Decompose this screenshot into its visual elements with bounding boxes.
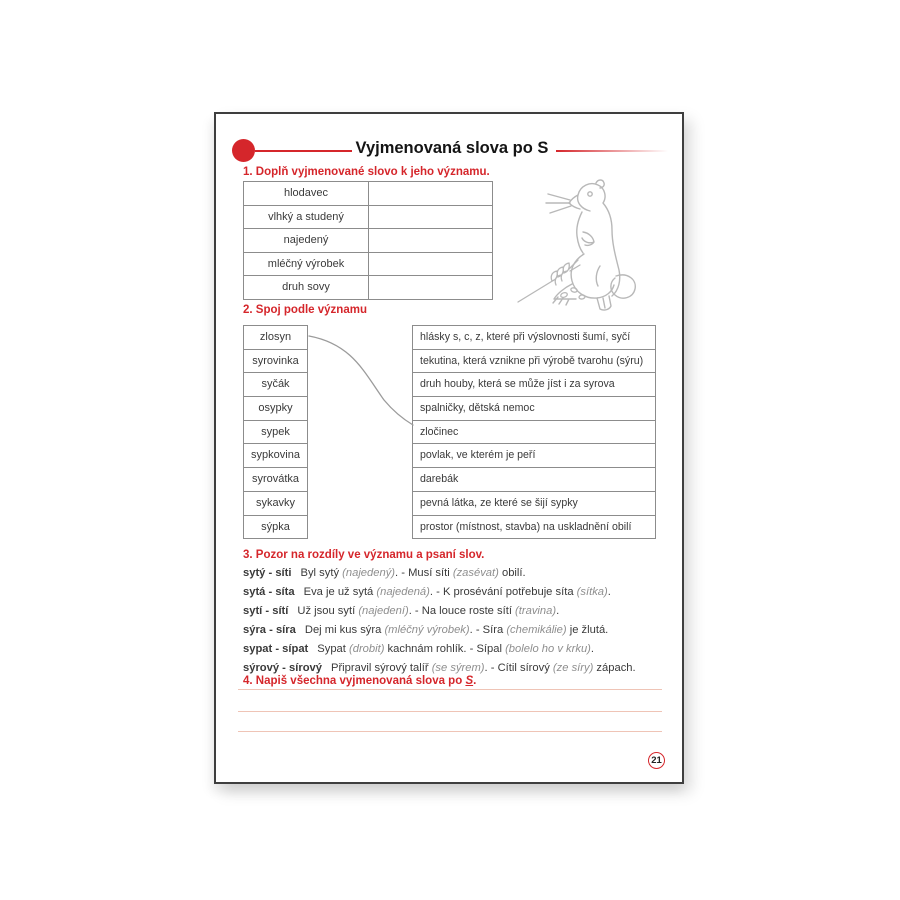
word-pair-line xyxy=(243,621,663,640)
match-definition-cell xyxy=(413,396,655,420)
sentence-text: . - K prosévání potřebuje síta xyxy=(429,586,577,599)
sysel-sketch xyxy=(546,180,635,310)
writing-line xyxy=(238,711,662,712)
match-word: sykavky xyxy=(255,496,296,509)
match-word: sypek xyxy=(261,425,290,438)
sentence xyxy=(305,624,608,636)
match-word: sypkovina xyxy=(251,449,300,462)
exercise3-section xyxy=(243,549,663,679)
match-definition: spalničky, dětská nemoc xyxy=(420,402,535,415)
clue-text: druh sovy xyxy=(282,281,330,294)
match-word-cell xyxy=(244,420,307,444)
match-word-cell xyxy=(244,396,307,420)
clue-text: vlhký a studený xyxy=(268,210,344,223)
sentence-text: Byl sytý xyxy=(300,567,343,579)
word-pair: sytý - síti xyxy=(243,567,292,579)
answer-cell-blank xyxy=(369,206,492,229)
sentence xyxy=(317,643,594,655)
sentence xyxy=(301,567,526,579)
gloss-italic: (ze síry) xyxy=(552,662,594,675)
word-pair-line xyxy=(243,583,663,602)
match-definition-cell xyxy=(413,372,655,396)
clue-cell xyxy=(244,182,369,205)
word-pair: sypat - sípat xyxy=(243,643,309,656)
eye-dot xyxy=(588,192,592,196)
sentence-text: je žlutá. xyxy=(566,624,609,637)
header-rule-right-fade xyxy=(556,150,668,152)
sysel-illustration xyxy=(512,170,670,316)
match-connector-line xyxy=(308,330,414,432)
gloss-italic: (najedený) xyxy=(342,567,396,579)
gloss-italic: (travina) xyxy=(515,605,557,618)
sentence-text: . - Na louce roste sítí xyxy=(408,605,516,618)
ex2-right-table xyxy=(412,325,656,539)
sentence-text: . - Síra xyxy=(469,624,507,637)
match-word: syrovátka xyxy=(251,473,300,486)
clue-text: mléčný výrobek xyxy=(267,257,345,270)
word-pair-line xyxy=(243,640,663,659)
match-word-cell xyxy=(244,349,307,373)
gloss-italic: (najedená) xyxy=(376,586,430,599)
exercise3-lines xyxy=(243,564,663,679)
sentence-text: Dej mi kus sýra xyxy=(304,624,385,637)
worksheet-page xyxy=(214,112,684,784)
grain-2 xyxy=(570,287,577,293)
match-word: syrovinka xyxy=(252,354,299,367)
sentence-text: . - Musí síti xyxy=(395,567,453,579)
sentence-text: kachnám rohlík. - Sípal xyxy=(384,643,506,656)
tail-line xyxy=(611,275,635,298)
word-pair: sýrový - sírový xyxy=(243,662,322,675)
clue-text: hlodavec xyxy=(283,187,329,199)
match-word-cell xyxy=(244,467,307,491)
match-word-cell xyxy=(244,515,307,539)
header-rule-left xyxy=(255,150,352,152)
exercise3-heading: 3. Pozor na rozdíly ve významu a psaní slov. xyxy=(243,549,485,561)
gloss-italic: (drobit) xyxy=(349,643,385,656)
exercise4-heading-text: 4. Napiš všechna vyjmenovaná slova po xyxy=(243,675,466,687)
word-pair-line xyxy=(243,602,663,621)
sentence-text: obilí. xyxy=(498,567,526,579)
match-definition: darebák xyxy=(420,473,459,486)
word-pair: sytá - síta xyxy=(243,586,295,599)
sentence xyxy=(297,605,559,617)
wheat-stem-line xyxy=(518,280,554,302)
definition-row xyxy=(244,205,492,229)
definition-row xyxy=(244,275,492,299)
answer-cell-blank xyxy=(369,182,492,205)
match-definition: pevná látka, ze které se šijí sypky xyxy=(420,496,578,509)
wheat-grain-lines xyxy=(551,260,580,285)
exercise2-heading: 2. Spoj podle významu xyxy=(243,304,367,316)
word-pair-line xyxy=(243,564,663,583)
writing-line xyxy=(238,731,662,732)
match-definition-cell xyxy=(413,420,655,444)
whiskers-lines xyxy=(546,194,571,213)
match-word-cell xyxy=(244,326,307,349)
match-definition: prostor (místnost, stavba) na uskladnění obilí xyxy=(420,520,632,533)
match-definition-cell xyxy=(413,443,655,467)
match-word: osypky xyxy=(258,402,293,415)
sentence-text: . xyxy=(607,586,611,599)
sentence-text: Připravil sýrový talíř xyxy=(330,662,432,675)
word-pair: sytí - sítí xyxy=(243,605,289,618)
grain-1 xyxy=(560,292,568,298)
ex2-left-table xyxy=(243,325,308,539)
match-definition: povlak, ve kterém je peří xyxy=(420,449,536,462)
gloss-italic: (bolelo ho v krku) xyxy=(505,643,591,656)
exercise1-heading: 1. Doplň vyjmenované slovo k jeho významu. xyxy=(243,166,490,178)
word-pair: sýra - síra xyxy=(243,624,296,637)
sentence-text: . xyxy=(556,605,560,618)
sentence-text: . - Cítil sírový xyxy=(484,662,553,675)
gloss-italic: (zasévat) xyxy=(452,567,499,579)
sentence-text: Eva je už sytá xyxy=(303,586,377,599)
sentence-text: zápach. xyxy=(593,662,636,675)
match-definition-cell xyxy=(413,515,655,539)
sentence-text: . xyxy=(590,643,594,656)
gloss-italic: (najedení) xyxy=(358,605,409,618)
match-definition: tekutina, která vznikne při výrobě tvarohu (sýru) xyxy=(420,354,644,367)
exercise4-heading-period: . xyxy=(473,675,477,687)
match-definition-cell xyxy=(413,467,655,491)
answer-cell-blank xyxy=(369,253,492,276)
match-word: zlosyn xyxy=(259,331,292,343)
match-definition-cell xyxy=(413,349,655,373)
sentence-text: Sypat xyxy=(317,643,349,656)
definition-row xyxy=(244,252,492,276)
sentence xyxy=(331,662,636,674)
page-title: Vyjmenovaná slova po S xyxy=(355,139,549,157)
match-word-cell xyxy=(244,372,307,396)
match-definition-cell xyxy=(413,326,655,349)
answer-cell-blank xyxy=(369,229,492,252)
page-number-badge: 21 xyxy=(648,752,665,769)
grain-3 xyxy=(579,295,586,300)
leg-line xyxy=(596,266,600,286)
answer-cell-blank xyxy=(369,276,492,299)
match-word: sýpka xyxy=(261,520,290,533)
gloss-italic: (mléčný výrobek) xyxy=(384,624,470,637)
match-definition: hlásky s, c, z, které při výslovnosti šumí, syčí xyxy=(420,331,631,343)
gloss-italic: (se sýrem) xyxy=(431,662,485,675)
front-paws-line xyxy=(582,232,594,245)
exercise4-heading xyxy=(243,675,476,687)
sentence xyxy=(304,586,611,598)
chest-line xyxy=(577,212,583,253)
clue-cell xyxy=(244,229,369,252)
match-definition-cell xyxy=(413,491,655,515)
definition-row xyxy=(244,228,492,252)
gloss-italic: (sítka) xyxy=(576,586,608,599)
sentence-text: Už jsou sytí xyxy=(297,605,359,618)
gloss-italic: (chemikálie) xyxy=(506,624,567,637)
clue-cell xyxy=(244,206,369,229)
match-word-cell xyxy=(244,491,307,515)
exercise1-table xyxy=(243,181,493,300)
match-definition: druh houby, která se může jíst i za syrova xyxy=(420,378,615,391)
writing-line xyxy=(238,689,662,690)
match-word: syčák xyxy=(261,378,290,391)
match-definition: zločinec xyxy=(420,425,459,438)
wheat-ear-sketch xyxy=(518,260,585,302)
definition-row xyxy=(244,182,492,205)
clue-cell xyxy=(244,276,369,299)
clue-cell xyxy=(244,253,369,276)
exercise4-letter-s: S xyxy=(465,675,474,687)
match-word-cell xyxy=(244,443,307,467)
clue-text: najedený xyxy=(283,234,329,247)
red-dot-decoration xyxy=(232,139,255,162)
